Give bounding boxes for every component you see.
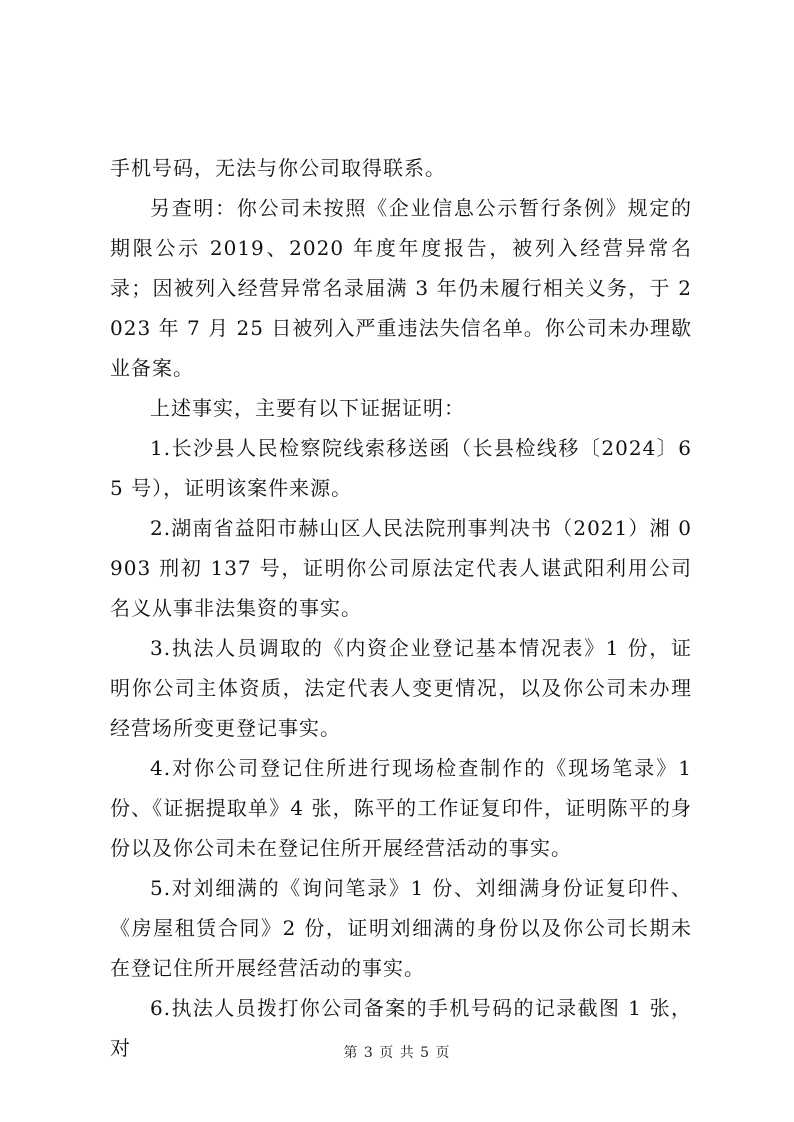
paragraph-further-findings: 另查明：你公司未按照《企业信息公示暂行条例》规定的期限公示 2019、2020 年度年度报告，被列入经营异常名录；因被列入经营异常名录届满 3 年仍未履行相关义务，于 2023 年 7 月 25 日被列入严重违法失信名单。你公司未办理歇业备案。 (110, 196, 692, 380)
paragraph-continuation: 手机号码，无法与你公司取得联系。 (110, 156, 446, 180)
evidence-item-3: 3.执法人员调取的《内资企业登记基本情况表》1 份，证明你公司主体资质，法定代表人变更情况，以及你公司未办理经营场所变更登记事实。 (110, 636, 692, 740)
evidence-item-6: 6.执法人员拨打你公司备案的手机号码的记录截图 1 张，对 (110, 996, 692, 1060)
paragraph-evidence-intro: 上述事实，主要有以下证据证明： (150, 396, 465, 420)
page-number-footer: 第 3 页 共 5 页 (343, 1045, 451, 1061)
evidence-item-5: 5.对刘细满的《询问笔录》1 份、刘细满身份证复印件、《房屋租赁合同》2 份，证明刘细满的身份以及你公司长期未在登记住所开展经营活动的事实。 (110, 876, 692, 980)
evidence-item-4: 4.对你公司登记住所进行现场检查制作的《现场笔录》1 份、《证据提取单》4 张，陈平的工作证复印件，证明陈平的身份以及你公司未在登记住所开展经营活动的事实。 (110, 756, 692, 860)
evidence-item-2: 2.湖南省益阳市赫山区人民法院刑事判决书（2021）湘 0903 刑初 137 号，证明你公司原法定代表人谌武阳利用公司名义从事非法集资的事实。 (110, 516, 692, 620)
document-body (110, 148, 692, 1068)
evidence-item-1: 1.长沙县人民检察院线索移送函（长县检线移〔2024〕65 号），证明该案件来源。 (110, 436, 692, 500)
